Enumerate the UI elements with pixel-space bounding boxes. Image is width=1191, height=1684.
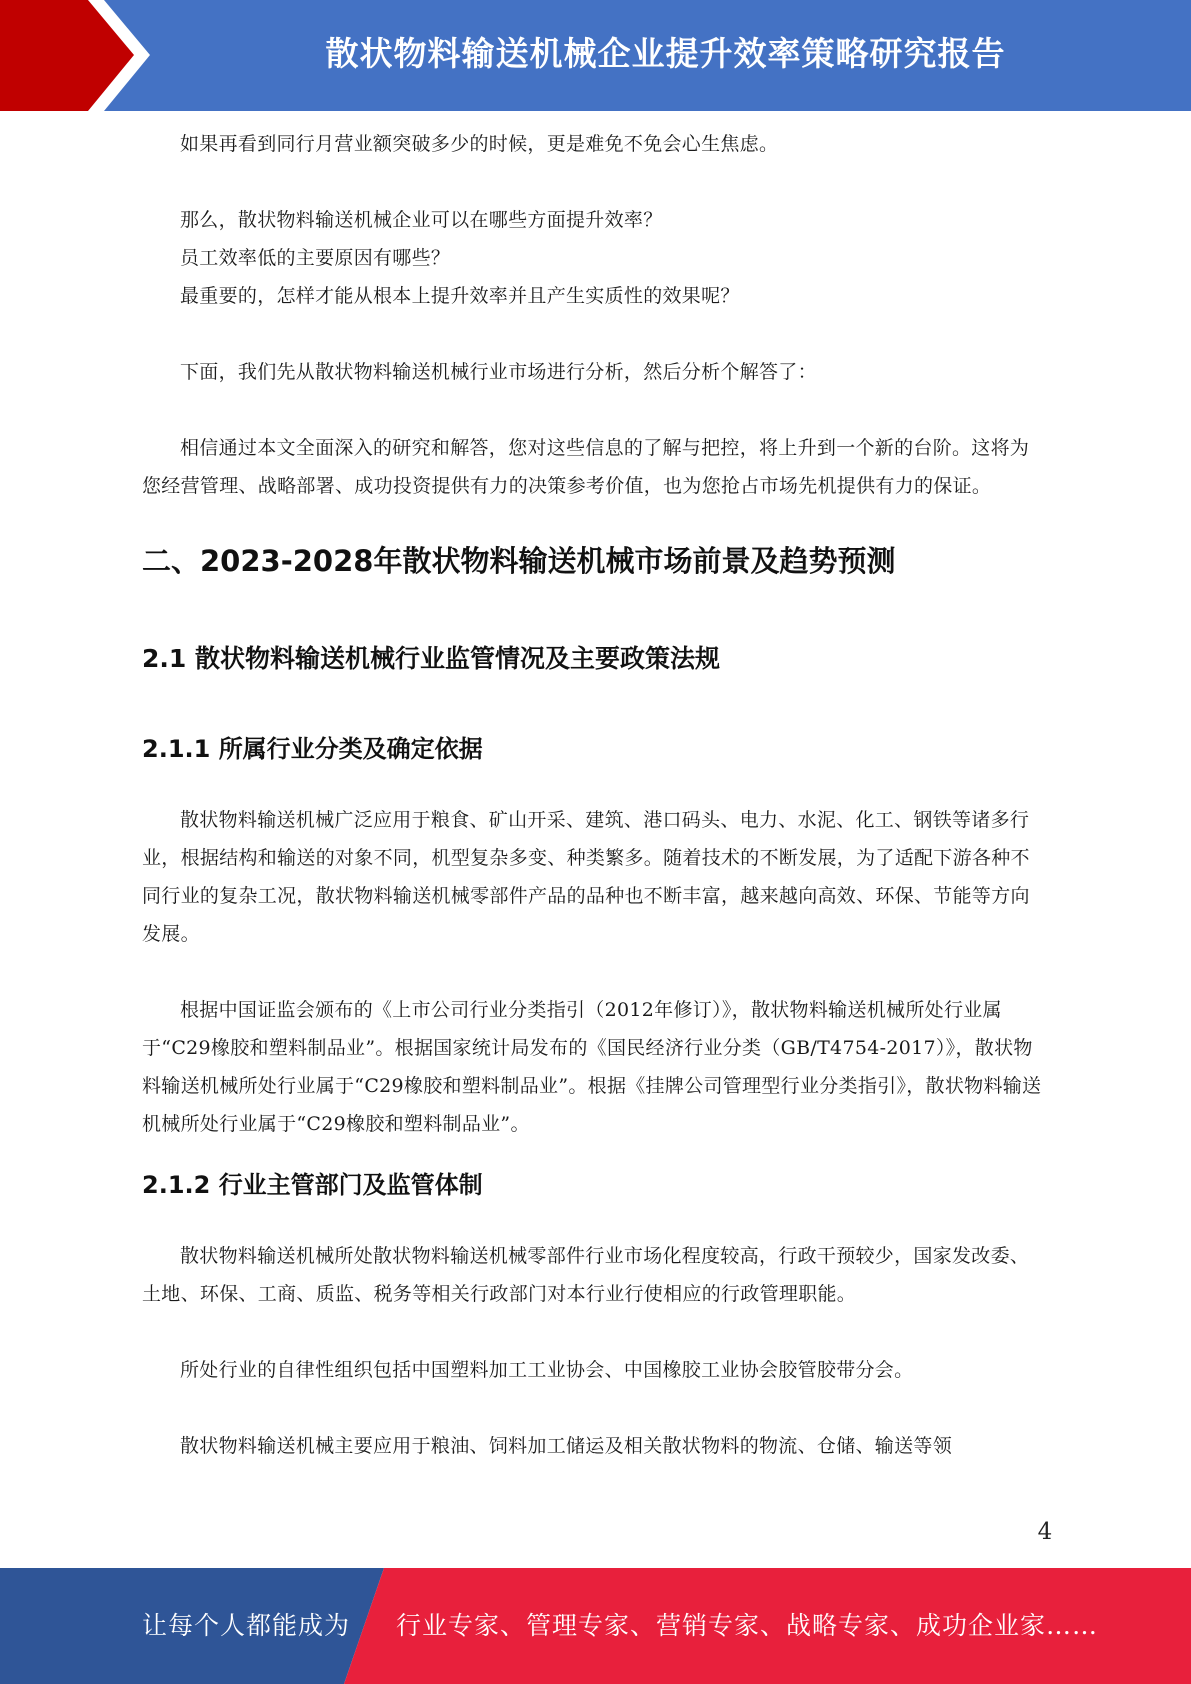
paragraph: 散状物料输送机械所处散状物料输送机械零部件行业市场化程度较高，行政干预较少，国家发改委、土地、环保、工商、质监、税务等相关行政部门对本行业行使相应的行政管理职能。 xyxy=(142,1245,1030,1305)
paragraph: 根据中国证监会颁布的《上市公司行业分类指引（2012年修订）》，散状物料输送机械所处行业属于“C29橡胶和塑料制品业”。根据国家统计局发布的《国民经济行业分类（GB/T4754-2017）》，散状物料输送机械所处行业属于“C29橡胶和塑料制品业”。根据《挂牌公司管理型行业分类指引》，散状物料输送机械所处行业属于“C29橡胶和塑料制品业”。 xyxy=(142,999,1042,1135)
question-line: 最重要的，怎样才能从根本上提升效率并且产生实质性的效果呢？ xyxy=(180,285,740,307)
page-number: 4 xyxy=(1037,1519,1053,1545)
paragraph: 下面，我们先从散状物料输送机械行业市场进行分析，然后分析个解答了： xyxy=(180,361,817,383)
question-line: 那么，散状物料输送机械企业可以在哪些方面提升效率？ xyxy=(180,209,663,231)
question-line: 员工效率低的主要原因有哪些？ xyxy=(180,247,451,269)
paragraph: 所处行业的自律性组织包括中国塑料加工工业协会、中国橡胶工业协会胶管胶带分会。 xyxy=(180,1359,914,1381)
paragraph: 散状物料输送机械主要应用于粮油、饲料加工储运及相关散状物料的物流、仓储、输送等领 xyxy=(180,1435,953,1457)
footer-slogan-left: 让每个人都能成为 xyxy=(142,1611,351,1640)
page-footer xyxy=(0,1568,1191,1684)
section-heading: 二、2023-2028年散状物料输送机械市场前景及趋势预测 xyxy=(142,544,896,578)
paragraph: 相信通过本文全面深入的研究和解答，您对这些信息的了解与把控，将上升到一个新的台阶。这将为您经营管理、战略部署、成功投资提供有力的决策参考价值，也为您抢占市场先机提供有力的保证。 xyxy=(142,437,1030,497)
page-header xyxy=(0,0,1191,111)
subsection-heading: 2.1 散状物料输送机械行业监管情况及主要政策法规 xyxy=(142,644,720,673)
page-body xyxy=(142,125,1047,1465)
paragraph: 如果再看到同行月营业额突破多少的时候，更是难免不免会心生焦虑。 xyxy=(180,133,779,155)
subsubsection-heading: 2.1.2 行业主管部门及监管体制 xyxy=(142,1171,483,1199)
subsubsection-heading: 2.1.1 所属行业分类及确定依据 xyxy=(142,735,483,763)
paragraph: 散状物料输送机械广泛应用于粮食、矿山开采、建筑、港口码头、电力、水泥、化工、钢铁等诸多行业，根据结构和输送的对象不同，机型复杂多变、种类繁多。随着技术的不断发展，为了适配下游各种不同行业的复杂工况，散状物料输送机械零部件产品的品种也不断丰富，越来越向高效、环保、节能等方向发展。 xyxy=(142,809,1030,945)
footer-slogan-right: 行业专家、管理专家、营销专家、战略专家、成功企业家…… xyxy=(396,1611,1099,1640)
report-title: 散状物料输送机械企业提升效率策略研究报告 xyxy=(325,34,1006,73)
